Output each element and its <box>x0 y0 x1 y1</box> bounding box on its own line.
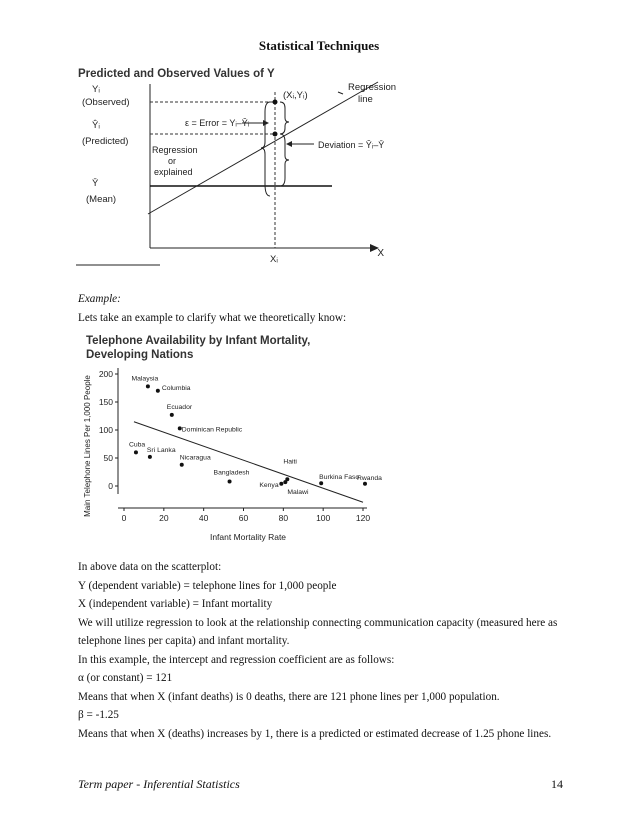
page-number: 14 <box>551 777 563 791</box>
page-header: Statistical Techniques <box>258 38 380 53</box>
body-line: telephone lines per capita) and infant mortality. <box>78 635 290 647</box>
y-axis-label: Main Telephone Lines Per 1,000 People <box>83 375 92 517</box>
page-footer <box>78 777 563 792</box>
data-point <box>134 450 138 454</box>
regression-line <box>134 422 363 503</box>
footer-text: Term paper - Inferential Statistics <box>78 777 240 791</box>
scatter-chart <box>78 328 398 548</box>
figure1-title: Predicted and Observed Values of Y <box>78 68 275 80</box>
data-point <box>279 482 283 486</box>
label-deviation: Deviation = Ŷᵢ–Ȳ <box>318 140 385 150</box>
label-xi: Xᵢ <box>270 254 278 265</box>
example-heading: Example: Lets take an example to clarify what we theoretically know: <box>78 290 578 327</box>
label-yi: Yᵢ <box>92 84 100 95</box>
data-point <box>170 413 174 417</box>
y-tick-label: 50 <box>103 453 113 463</box>
x-tick-label: 60 <box>238 513 249 523</box>
x-tick-label: 40 <box>198 513 209 523</box>
label-ybar: Ȳ <box>92 178 99 189</box>
body-line: We will utilize regression to look at the relationship connecting communication capacity (measured here as <box>78 616 558 629</box>
regression-label-pointer <box>338 92 343 94</box>
label-regression-line-2: line <box>358 94 373 105</box>
x-tick-label: 100 <box>316 513 331 523</box>
x-tick-label: 20 <box>159 513 169 523</box>
data-point <box>363 482 367 486</box>
point-label: Dominican Republic <box>181 426 243 434</box>
chart-title-line-2: Developing Nations <box>86 349 194 361</box>
x-tick-label: 0 <box>121 513 127 523</box>
deviation-arrowhead <box>286 141 292 147</box>
data-point <box>148 455 152 459</box>
point-label: Kenya <box>259 481 279 489</box>
y-tick-label: 150 <box>98 397 113 407</box>
body-line: Means that when X (infant deaths) is 0 deaths, there are 121 phone lines per 1,000 population. <box>78 690 500 703</box>
body-line: β = -1.25 <box>78 709 119 721</box>
data-point <box>156 389 160 393</box>
label-explained-2: or <box>168 156 177 166</box>
label-regression-line-1: Regression <box>348 82 397 93</box>
example-label: Example <box>78 293 118 305</box>
chart-title-line-1: Telephone Availability by Infant Mortality, <box>86 335 311 347</box>
deviation-brace <box>280 134 289 186</box>
telephone-scatter-figure <box>78 328 398 548</box>
y-tick-label: 100 <box>98 425 113 435</box>
point-label: Cuba <box>128 441 146 449</box>
body-line: Y (dependent variable) = telephone lines for 1,000 people <box>78 579 337 592</box>
point-label: Malaysia <box>131 375 159 383</box>
data-point <box>228 480 232 484</box>
label-x: X <box>377 248 384 259</box>
point-label: Rwanda <box>356 474 382 482</box>
y-tick-label: 200 <box>98 369 113 379</box>
label-error: ε = Error = Yᵢ–Ŷᵢ <box>185 118 250 128</box>
point-label: Burkina Faso <box>319 474 360 482</box>
label-point: (Xᵢ,Yᵢ) <box>283 90 308 101</box>
predicted-point <box>273 132 278 137</box>
error-arrowhead <box>263 120 269 126</box>
body-line: In this example, the intercept and regression coefficient are as follows: <box>78 653 395 666</box>
label-explained-1: Regression <box>152 145 198 155</box>
body-line: α (or constant) = 121 <box>78 672 173 684</box>
data-point <box>283 480 287 484</box>
total-brace <box>261 102 270 196</box>
intro-text: Lets take an example to clarify what we theoretically know: <box>78 311 347 324</box>
point-label: Haiti <box>283 458 297 466</box>
data-point <box>180 463 184 467</box>
body-line: In above data on the scatterplot: <box>78 561 222 573</box>
point-label: Sri Lanka <box>146 446 176 454</box>
label-yhat: Ŷᵢ <box>92 120 100 131</box>
point-label: Malawi <box>287 489 309 497</box>
y-tick-label: 0 <box>108 481 113 491</box>
data-point <box>319 481 323 485</box>
label-observed: (Observed) <box>82 97 130 108</box>
point-label: Ecuador <box>166 403 193 411</box>
label-explained-3: explained <box>154 167 193 177</box>
point-label: Bangladesh <box>213 469 250 477</box>
body-text <box>78 558 578 743</box>
label-mean: (Mean) <box>86 194 117 205</box>
regression-diagram <box>70 62 397 272</box>
x-tick-label: 80 <box>278 513 289 523</box>
data-point <box>146 384 150 388</box>
observed-point <box>273 100 278 105</box>
predicted-observed-figure <box>70 62 397 272</box>
body-line: X (independent variable) = Infant mortality <box>78 598 273 610</box>
label-predicted: (Predicted) <box>82 136 129 147</box>
error-brace <box>280 102 289 134</box>
point-label: Nicaragua <box>179 454 211 462</box>
body-line: Means that when X (deaths) increases by 1, there is a predicted or estimated decrease of 1.25 phone lines. <box>78 727 552 740</box>
point-label: Columbia <box>161 384 191 392</box>
x-tick-label: 120 <box>355 513 371 523</box>
x-axis-label: Infant Mortality Rate <box>209 532 287 542</box>
